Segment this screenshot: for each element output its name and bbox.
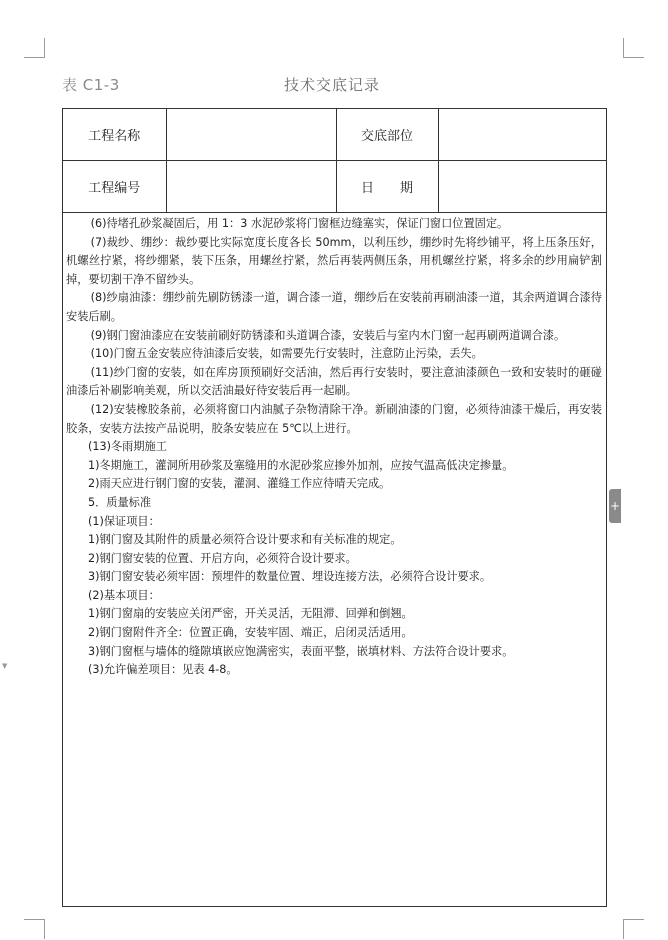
plus-icon: + [609, 499, 621, 513]
location-label: 交底部位 [336, 109, 438, 161]
crop-mark-top-right-horizontal [623, 57, 644, 58]
side-expand-tab[interactable] [609, 489, 621, 523]
caret-down-icon[interactable]: ▼ [2, 662, 8, 670]
content-paragraph: (6)待堵孔砂浆凝固后，用 1：3 水泥砂浆将门窗框边缝塞实，保证门窗口位置固定。 [90, 217, 509, 230]
info-row-project [63, 109, 606, 161]
location-value[interactable] [438, 109, 606, 161]
content-paragraph: 1)钢门窗及其附件的质量必须符合设计要求和有关标准的规定。 [88, 533, 402, 547]
project-name-value[interactable] [166, 109, 336, 161]
crop-mark-bottom-left-horizontal [24, 919, 45, 920]
content-paragraph: (3)允许偏差项目：见表 4-8。 [88, 663, 238, 677]
date-label: 日 期 [336, 161, 438, 213]
project-name-label: 工程名称 [63, 109, 166, 161]
project-no-value[interactable] [166, 161, 336, 213]
content-paragraph: (7)裁纱、绷纱：裁纱要比实际宽度长度各长 50mm，以利压纱，绷纱时先将纱铺平，将上压条压好，机螺丝拧紧，将纱绷紧，装下压条，用螺丝拧紧，然后再装两侧压条，用机螺丝拧紧，将多余的纱用扁铲割掉，要切割干净不留纱头。 [66, 235, 602, 286]
disclosure-content [66, 215, 602, 680]
crop-mark-bottom-left-vertical [44, 919, 45, 939]
date-value[interactable] [438, 161, 606, 213]
crop-mark-bottom-right-vertical [623, 919, 624, 939]
content-paragraph: (1)保证项目： [88, 514, 160, 528]
content-paragraph: (2)基本项目： [88, 588, 160, 602]
content-paragraph: 1)钢门窗扇的安装应关闭严密，开关灵活，无阻滞、回弹和倒翘。 [88, 607, 413, 621]
content-paragraph: (11)纱门窗的安装，如在库房顶预刷好交活油，然后再行安装时，要注意油漆颜色一致和安装时的砸碰油漆后补刷影响美观，所以交活油最好待安装后再一起刷。 [66, 365, 602, 398]
crop-mark-top-left-vertical [44, 38, 45, 58]
form-code: 表 C1-3 [62, 76, 120, 94]
crop-mark-bottom-right-horizontal [623, 919, 644, 920]
page-header [62, 74, 607, 98]
project-no-label: 工程编号 [63, 161, 166, 213]
content-paragraph: 3)钢门窗框与墙体的缝隙填嵌应饱满密实，表面平整，嵌填材料、方法符合设计要求。 [88, 644, 514, 658]
section-heading: 5．质量标准 [88, 495, 152, 509]
crop-mark-top-left-horizontal [24, 57, 45, 58]
content-paragraph: 3)钢门窗安装必须牢固：预埋件的数量位置、埋设连接方法，必须符合设计要求。 [88, 570, 492, 584]
content-paragraph: 2)钢门窗安装的位置、开启方向，必须符合设计要求。 [88, 551, 357, 565]
content-paragraph: 2)雨天应进行钢门窗的安装，灌洞、灌缝工作应待晴天完成。 [88, 477, 391, 491]
info-row-number [63, 161, 606, 213]
crop-mark-top-right-vertical [623, 38, 624, 58]
content-paragraph: (8)纱扇油漆：绷纱前先刷防锈漆一道，调合漆一道，绷纱后在安装前再刷油漆一道，其余两道调合漆待安装后刷。 [66, 291, 602, 323]
content-paragraph: (12)安装橡胶条前，必须将窗口内油腻子杂物清除干净。新刷油漆的门窗，必须待油漆干燥后，再安装胶条，安装方法按产品说明，胶条安装应在 5℃以上进行。 [66, 402, 602, 435]
content-paragraph: 2)钢门窗附件齐全：位置正确，安装牢固、端正，启闭灵活适用。 [88, 626, 413, 640]
content-paragraph: 1)冬期施工，灌洞所用砂浆及塞缝用的水泥砂浆应掺外加剂，应按气温高低决定掺量。 [88, 458, 514, 472]
record-sheet [62, 108, 607, 907]
document-title: 技术交底记录 [284, 76, 381, 94]
content-paragraph: (9)钢门窗油漆应在安装前刷好防锈漆和头道调合漆，安装后与室内木门窗一起再刷两道调合漆。 [90, 328, 566, 342]
content-paragraph: (10)门窗五金安装应待油漆后安装，如需要先行安装时，注意防止污染，丢失。 [90, 347, 483, 361]
content-paragraph: (13)冬雨期施工 [88, 440, 167, 454]
info-table [63, 109, 606, 213]
